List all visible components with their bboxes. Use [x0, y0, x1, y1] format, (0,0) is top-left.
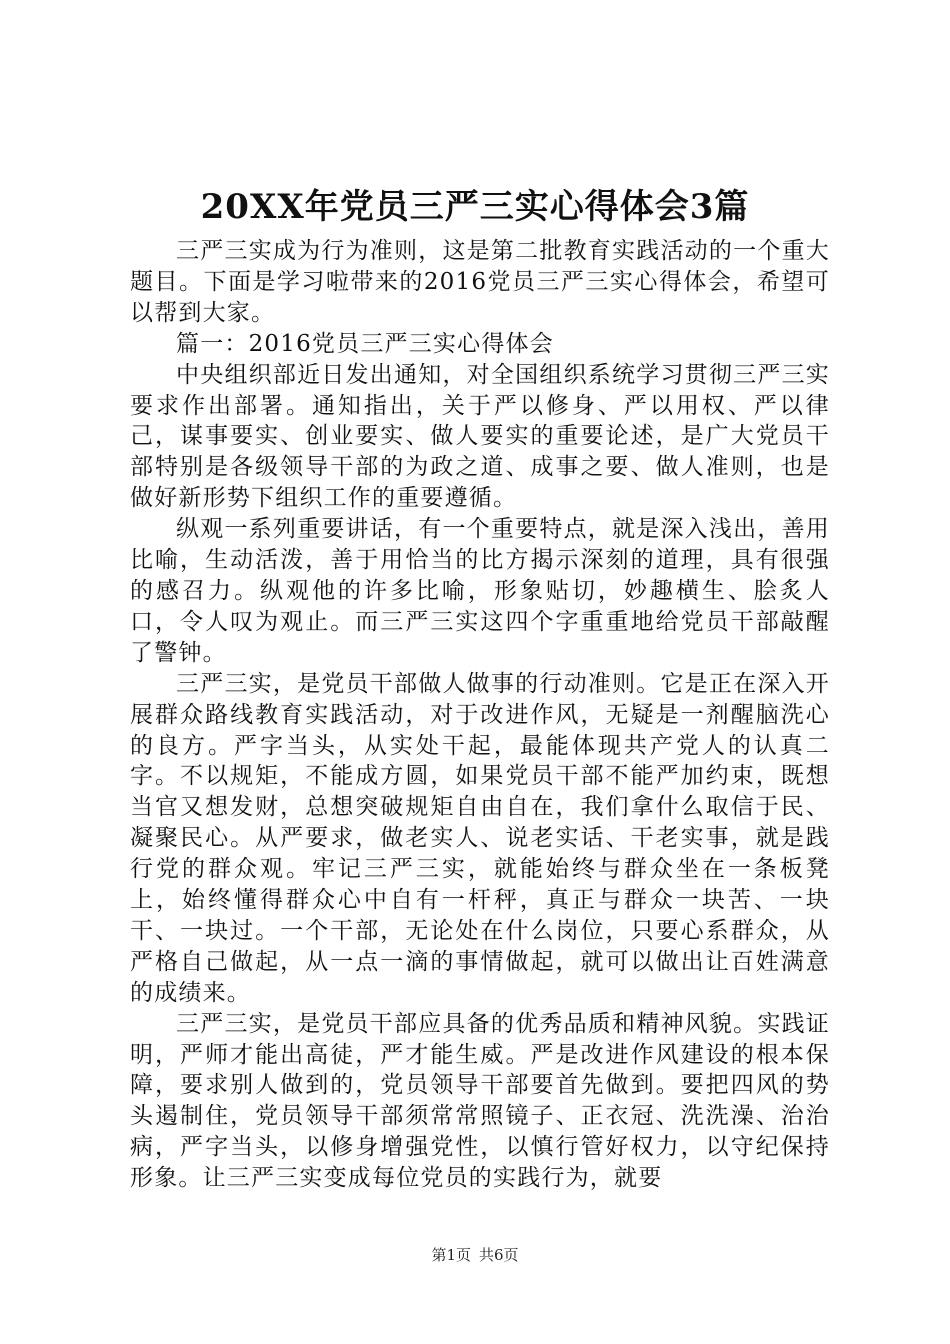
body-paragraph: 三严三实，是党员干部做人做事的行动准则。它是正在深入开展群众路线教育实践活动，对于改进作风，无疑是一剂醒脑洗心的良方。严字当头，从实处干起，最能体现共产党人的认真二字。不以规矩，不能成方圆，如果党员干部不能严加约束，既想当官又想发财，总想突破规矩自由自在，我们拿什么取信于民、凝聚民心。从严要求，做老实人、说老实话、干老实事，就是践行党的群众观。牢记三严三实，就能始终与群众坐在一条板凳上，始终懂得群众心中自有一杆秤，真正与群众一块苦、一块干、一块过。一个干部，无论处在什么岗位，只要心系群众，从严格自己做起，从一点一滴的事情做起，就可以做出让百姓满意的成绩来。	[130, 670, 830, 1006]
document-title: 20XX年党员三严三实心得体会3篇	[200, 187, 750, 227]
body-paragraph: 纵观一系列重要讲话，有一个重要特点，就是深入浅出，善用比喻，生动活泼，善于用恰当的比方揭示深刻的道理，具有很强的感召力。纵观他的许多比喻，形象贴切，妙趣横生、脍炙人口，令人叹为观止。而三严三实这四个字重重地给党员干部敲醒了警钟。	[130, 516, 830, 666]
intro-paragraph: 三严三实成为行为准则，这是第二批教育实践活动的一个重大题目。下面是学习啦带来的2016党员三严三实心得体会，希望可以帮到大家。	[130, 238, 830, 326]
page-total: 共6页	[479, 1246, 519, 1264]
document-body	[130, 236, 830, 1194]
body-paragraph: 中央组织部近日发出通知，对全国组织系统学习贯彻三严三实要求作出部署。通知指出，关于严以修身、严以用权、严以律己，谋事要实、创业要实、做人要实的重要论述，是广大党员干部特别是各级领导干部的为政之道、成事之要、做人准则，也是做好新形势下组织工作的重要遵循。	[130, 361, 830, 512]
body-paragraph: 三严三实，是党员干部应具备的优秀品质和精神风貌。实践证明，严师才能出高徒，严才能生威。严是改进作风建设的根本保障，要求别人做到的，党员领导干部要首先做到。要把四风的势头遏制住，党员领导干部须常常照镜子、正衣冠、洗洗澡、治治病，严字当头，以修身增强党性，以慎行管好权力，以守纪保持形象。让三严三实变成每位党员的实践行为，就要	[130, 1010, 830, 1192]
page-footer	[0, 1245, 950, 1265]
page-number: 第1页	[431, 1246, 471, 1264]
section-heading: 篇一：2016党员三严三实心得体会	[176, 330, 554, 357]
